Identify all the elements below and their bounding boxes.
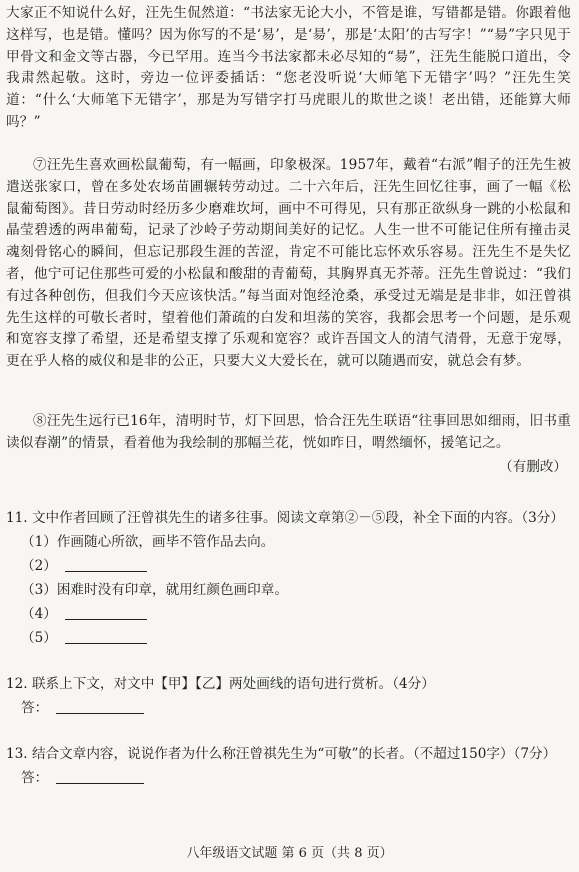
passage-paragraph-continued: 大家正不知说什么好，汪先生侃然道：“书法家无论大小，不管是谁，写错都是错。你跟着他这样写，也是错。懂吗？因为你写的不是‘易’，是‘昜’，那是‘太阳’的古写字！”“昜”字只见于甲骨文和金文等古器，今已罕用。连当今书法家都未必尽知的“昜”，汪先生能脱口道出，令我肃然起敬。这时，旁边一位评委插话：“您老没听说‘大师笔下无错字’吗？”汪先生笑道：“什么‘大师笔下无错字’，那是为写错字打马虎眼儿的欺世之谈！老出错，还能算大师吗？”: [6, 5, 571, 130]
question-11-item-3: （3）困难时没有印章，就用红颜色画印章。: [21, 582, 288, 598]
answer-blank-11-5[interactable]: [65, 629, 147, 644]
passage-paragraph-8: ⑧汪先生远行已16年，清明时节，灯下回思，恰合汪先生联语“往事回思如细雨，旧书重读似春潮”的情景，看着他为我绘制的那幅兰花，恍如昨日，喟然缅怀，援笔记之。: [6, 413, 571, 451]
answer-blank-12[interactable]: [56, 699, 144, 714]
question-12: 12. 联系上下文，对文中【甲】【乙】两处画线的语句进行赏析。（4分）: [6, 676, 435, 692]
answer-blank-11-4[interactable]: [65, 605, 147, 620]
question-13-answer-label: 答：: [21, 770, 49, 786]
question-11-item-4-label: （4）: [21, 606, 57, 622]
page-footer: 八年级语文试题 第 6 页（共 8 页）: [186, 846, 393, 861]
question-11: 11. 文中作者回顾了汪曾祺先生的诸多往事。阅读文章第②－⑤段，补全下面的内容。（3分）: [6, 510, 564, 526]
question-11-item-1: （1）作画随心所欲，画毕不管作品去向。: [21, 534, 275, 550]
edit-note: （有删改）: [499, 459, 567, 475]
question-11-item-5: [21, 628, 147, 648]
question-11-item-4: [21, 604, 147, 624]
question-13-answer: [21, 768, 144, 788]
question-12-answer-label: 答：: [21, 700, 49, 716]
answer-blank-11-2[interactable]: [65, 557, 147, 572]
question-13: 13. 结合文章内容，说说作者为什么称汪曾祺先生为“可敬”的长者。（不超过150字）（7分）: [6, 746, 557, 762]
passage-paragraph-7: ⑦汪先生喜欢画松鼠葡萄，有一幅画，印象极深。1957年，戴着“右派”帽子的汪先生被遣送张家口，曾在多处农场苗圃辗转劳动过。二十六年后，汪先生回忆往事，画了一幅《松鼠葡萄图》。昔日劳动时经历多少磨难坎坷，画中不可得见，只有那正欲纵身一跳的小松鼠和晶莹碧透的两串葡萄，记录了沙岭子劳动期间美好的记忆。人生一世不可能记住所有撞击灵魂刻骨铭心的瞬间，但忘记那段生涯的苦涩，肯定不可能比忘怀欢乐容易。汪先生不是失忆者，他宁可记住那些可爱的小松鼠和酸甜的青葡萄，其胸界真无芥蒂。汪先生曾说过：“我们有过各种创伤，但我们今天应该快活。”每当面对饱经沧桑，承受过无端是是非非，如汪曾祺先生这样的可敬长者时，望着他们萧疏的白发和坦荡的笑容，我都会思考一个问题，是乐观和宽容支撑了希望，还是希望支撑了乐观和宽容？或许吾国文人的清气清骨，无意于宠辱，更在乎人格的威仪和是非的公正，只要大义大爱长在，就可以随遇而安，就总会有梦。: [6, 157, 571, 370]
question-11-item-2-label: （2）: [21, 558, 57, 574]
question-12-answer: [21, 698, 144, 718]
question-11-item-2: [21, 556, 147, 576]
answer-blank-13[interactable]: [56, 769, 144, 784]
question-11-item-5-label: （5）: [21, 630, 57, 646]
